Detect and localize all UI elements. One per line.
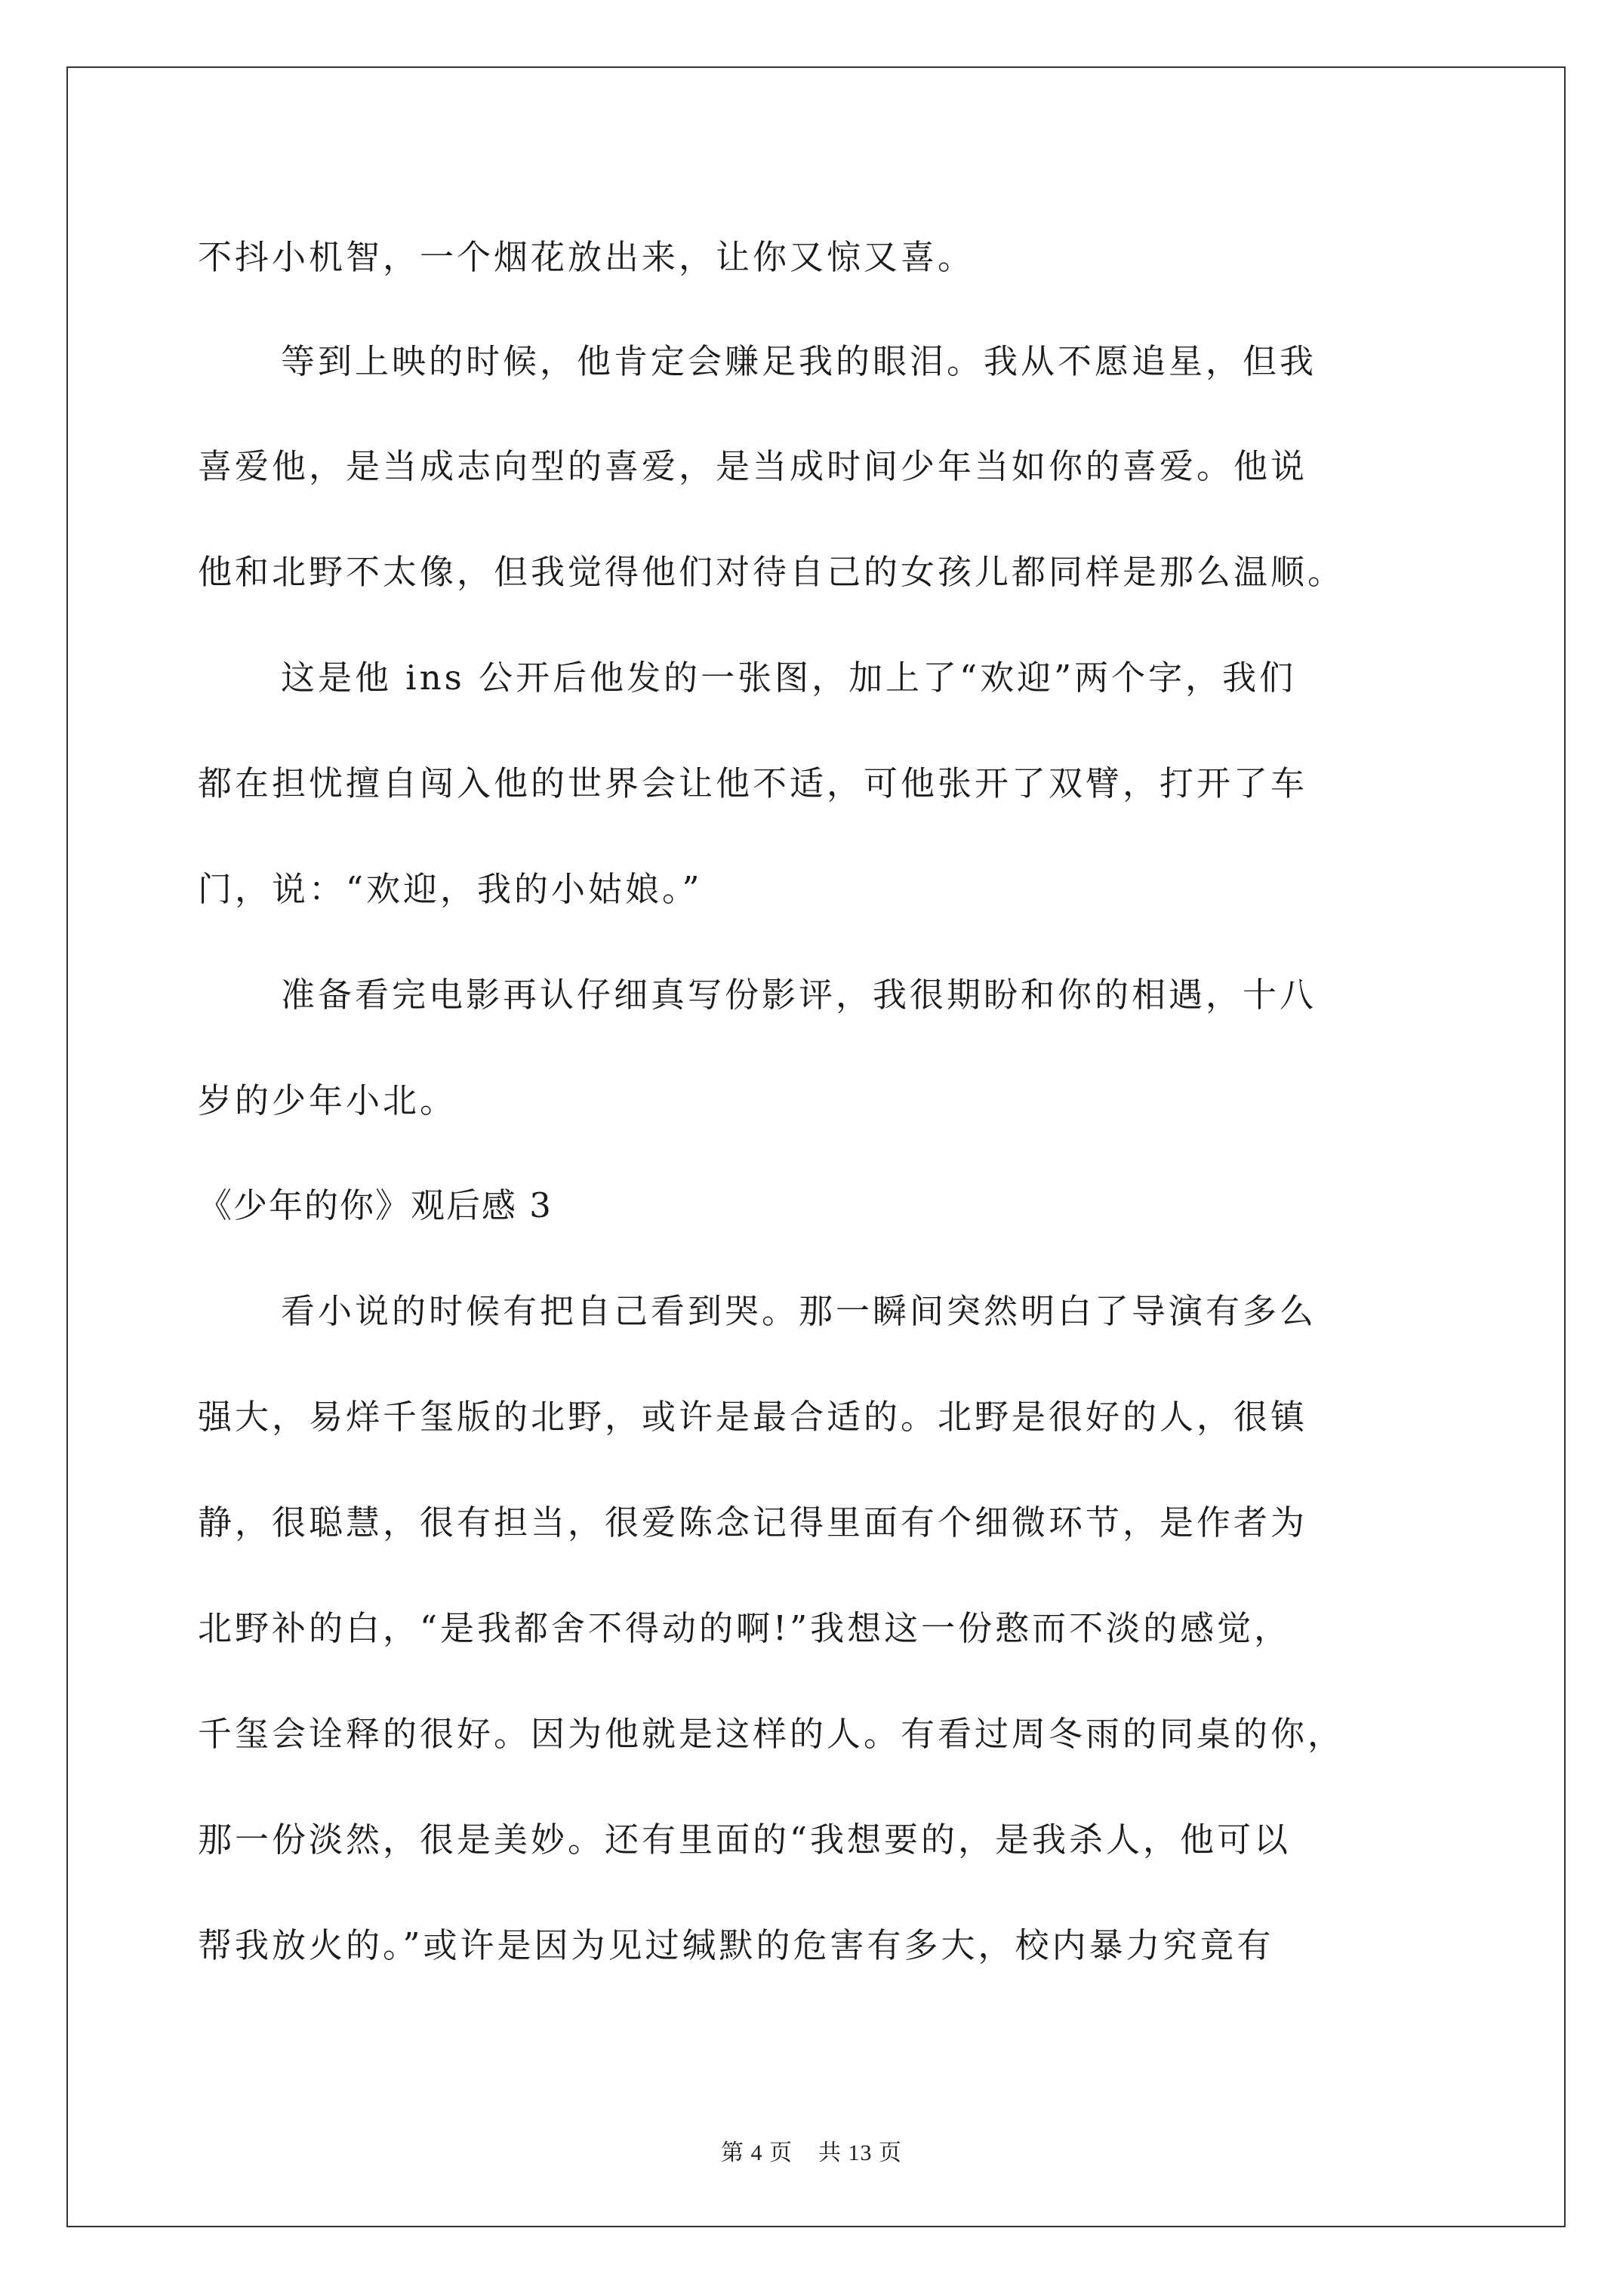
paragraph-line: 静，很聪慧，很有担当，很爱陈念记得里面有个细微环节，是作者为 bbox=[198, 1502, 1308, 1542]
paragraph-line: 岁的少年小北。 bbox=[198, 1080, 457, 1120]
paragraph-line-first: 这是他 ins 公开后他发的一张图，加上了“欢迎”两个字，我们 bbox=[281, 658, 1297, 698]
paragraph-line: 强大，易烊千玺版的北野，或许是最合适的。北野是很好的人，很镇 bbox=[198, 1397, 1308, 1437]
paragraph-line: 喜爱他，是当成志向型的喜爱，是当成时间少年当如你的喜爱。他说 bbox=[198, 446, 1308, 486]
paragraph-line-first: 准备看完电影再认仔细真写份影评，我很期盼和你的相遇，十八 bbox=[281, 975, 1317, 1015]
paragraph-line-first: 看小说的时候有把自己看到哭。那一瞬间突然明白了导演有多么 bbox=[281, 1291, 1317, 1331]
paragraph-line: 北野补的白，“是我都舍不得动的啊!”我想这一份憨而不淡的感觉， bbox=[198, 1608, 1292, 1648]
page-number: 第 4 页 bbox=[721, 2140, 793, 2165]
page-footer bbox=[0, 2134, 1623, 2167]
paragraph-line: 那一份淡然，很是美妙。还有里面的“我想要的，是我杀人，他可以 bbox=[198, 1820, 1292, 1860]
page-total: 共 13 页 bbox=[818, 2140, 902, 2165]
paragraph-line: 门，说：“欢迎，我的小姑娘。” bbox=[198, 869, 703, 909]
paragraph-line: 他和北野不太像，但我觉得他们对待自己的女孩儿都同样是那么温顺。 bbox=[198, 552, 1345, 592]
paragraph-line: 千玺会诠释的很好。因为他就是这样的人。有看过周冬雨的同桌的你， bbox=[198, 1714, 1345, 1754]
paragraph-line-first: 等到上映的时候，他肯定会赚足我的眼泪。我从不愿追星，但我 bbox=[281, 341, 1317, 381]
page-border bbox=[66, 66, 1566, 2227]
paragraph-line-continuation: 不抖小机智，一个烟花放出来，让你又惊又喜。 bbox=[198, 237, 975, 277]
section-heading: 《少年的你》观后感 3 bbox=[198, 1185, 553, 1225]
paragraph-line: 都在担忧擅自闯入他的世界会让他不适，可他张开了双臂，打开了车 bbox=[198, 763, 1308, 803]
paragraph-line: 帮我放火的。”或许是因为见过缄默的危害有多大，校内暴力究竟有 bbox=[198, 1925, 1274, 1965]
